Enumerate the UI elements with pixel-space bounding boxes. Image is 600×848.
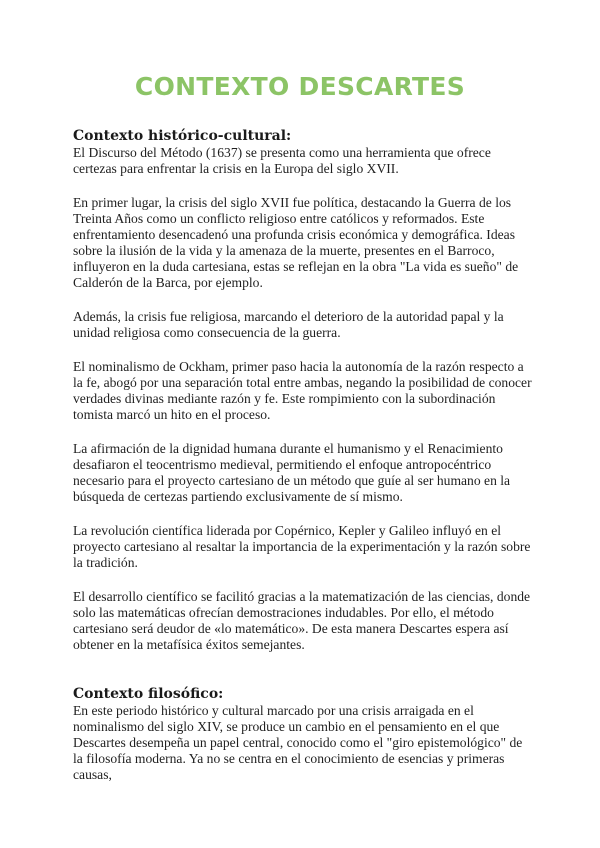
document-body bbox=[73, 127, 535, 801]
paragraph: La revolución científica liderada por Copérnico, Kepler y Galileo influyó en el proyecto cartesiano al resaltar la importancia de la experimentación y la razón sobre la tradición. bbox=[73, 523, 531, 570]
section-heading-filosofico: Contexto filosófico: bbox=[73, 686, 224, 702]
paragraph: El Discurso del Método (1637) se presenta como una herramienta que ofrece certezas para enfrentar la crisis en la Europa del siglo XVII. bbox=[73, 145, 491, 176]
page-title: CONTEXTO DESCARTES bbox=[134, 72, 466, 101]
paragraph: En este periodo histórico y cultural marcado por una crisis arraigada en el nominalismo del siglo XIV, se produce un cambio en el pensamiento en el que Descartes desempeña un papel central, conocido como el "giro epistemológico" de la filosofía moderna. Ya no se centra en el conocimiento de esencias y primeras causas, bbox=[73, 703, 523, 782]
paragraph: En primer lugar, la crisis del siglo XVII fue política, destacando la Guerra de los Treinta Años como un conflicto religioso entre católicos y reformados. Este enfrentamiento desencadenó una profunda crisis económica y demográfica. Ideas sobre la ilusión de la vida y la amenaza de la muerte, presentes en el Barroco, influyeron en la duda cartesiana, estas se reflejan en la obra "La vida es sueño" de Calderón de la Barca, por ejemplo. bbox=[73, 195, 519, 290]
paragraph: Además, la crisis fue religiosa, marcando el deterioro de la autoridad papal y la unidad religiosa como consecuencia de la guerra. bbox=[73, 309, 504, 340]
paragraph: El desarrollo científico se facilitó gracias a la matematización de las ciencias, donde solo las matemáticas ofrecían demostraciones indudables. Por ello, el método cartesiano será deudor de «lo matemático». De esta manera Descartes espera así obtener en la metafísica éxitos semejantes. bbox=[73, 589, 531, 652]
section-spacer bbox=[73, 671, 535, 685]
paragraph: La afirmación de la dignidad humana durante el humanismo y el Renacimiento desafiaron el teocentrismo medieval, permitiendo el enfoque antropocéntrico necesario para el proyecto cartesiano de un método que guíe al ser humano en la búsqueda de certezas partiendo exclusivamente de sí mismo. bbox=[73, 441, 511, 504]
section-heading-historico: Contexto histórico-cultural: bbox=[73, 128, 292, 144]
paragraph: El nominalismo de Ockham, primer paso hacia la autonomía de la razón respecto a la fe, abogó por una separación total entre ambas, negando la posibilidad de conocer verdades divinas mediante razón y fe. Este rompimiento con la subordinación tomista marcó un hito en el proceso. bbox=[73, 359, 532, 422]
